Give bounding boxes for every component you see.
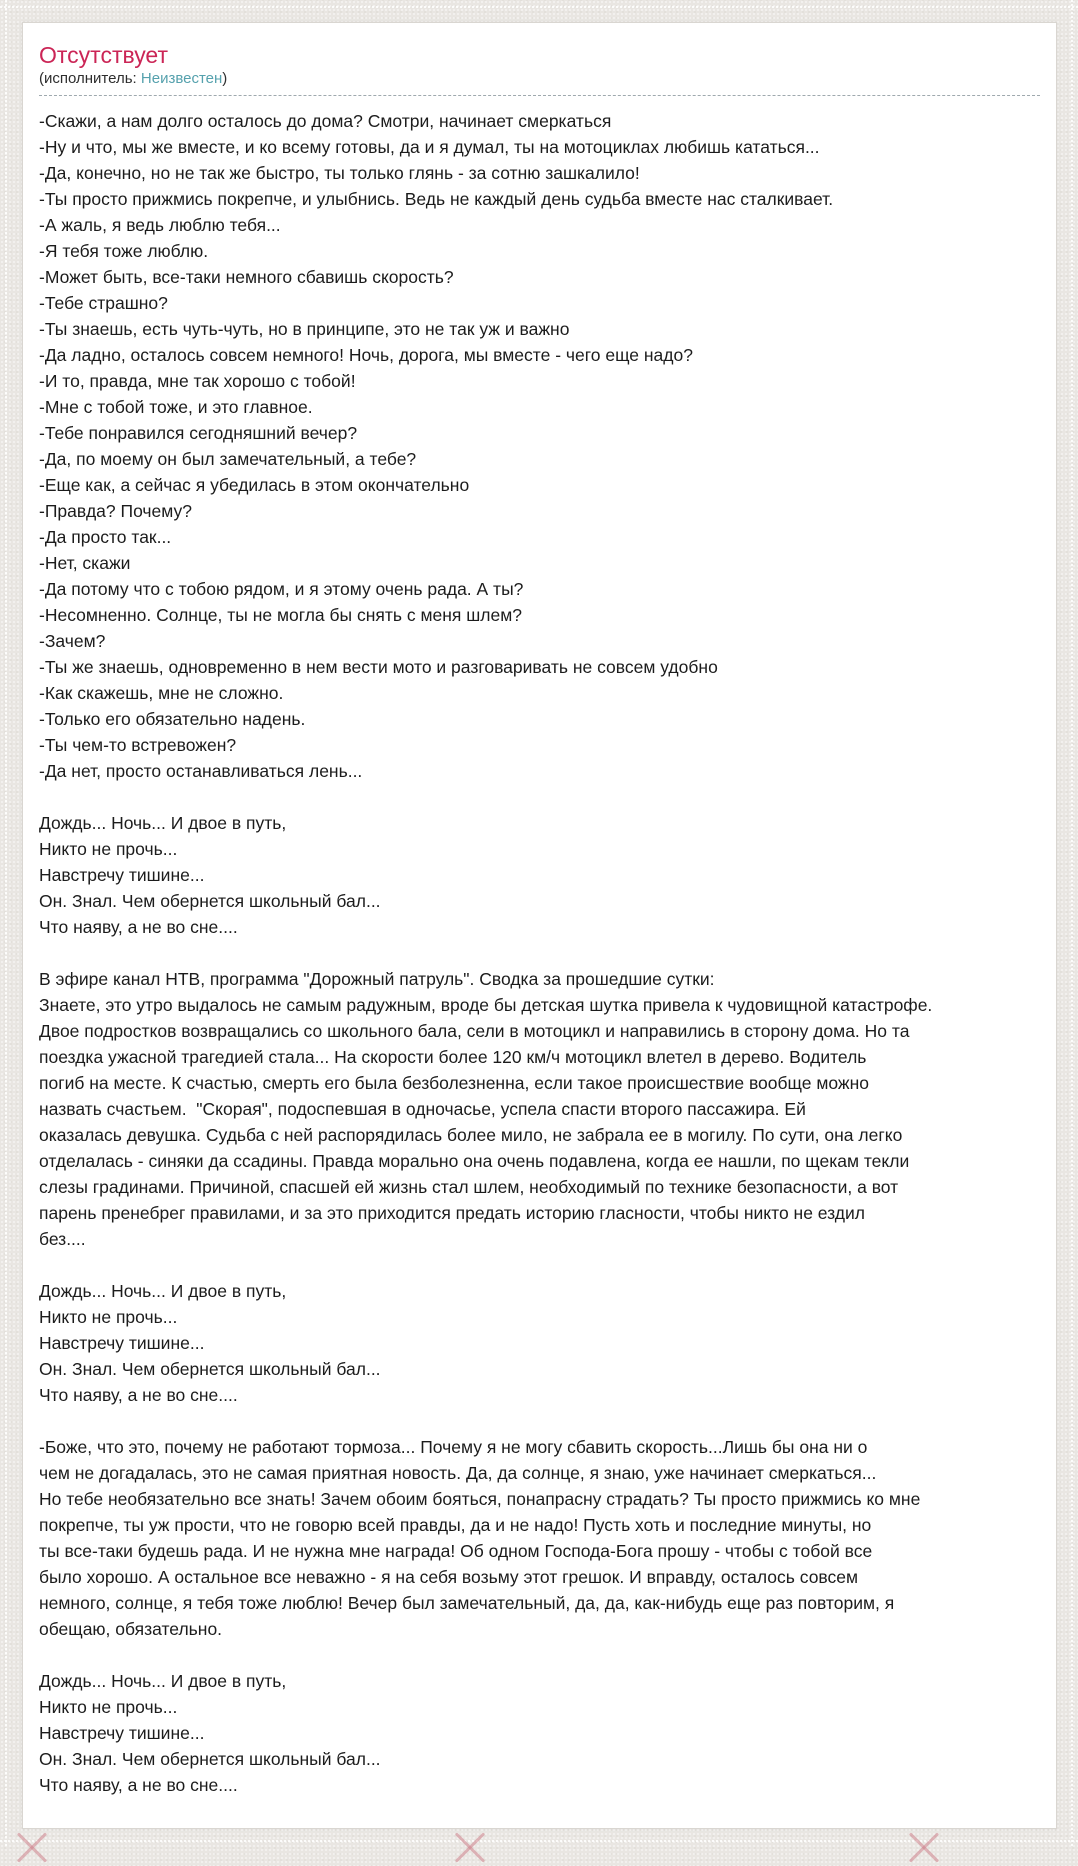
lyrics-line: Знаете, это утро выдалось не самым радужным, вроде бы детская шутка привела к чудовищной катастрофе. <box>39 995 933 1015</box>
lyrics-line: -Да ладно, осталось совсем немного! Ночь, дорога, мы вместе - чего еще надо? <box>39 345 693 365</box>
lyrics-line: Что наяву, а не во сне.... <box>39 1775 238 1795</box>
lyrics-line: -Нет, скажи <box>39 553 131 573</box>
lyrics-line: Что наяву, а не во сне.... <box>39 1385 238 1405</box>
lyrics-line: Дождь... Ночь... И двое в путь, <box>39 1671 287 1691</box>
lyrics-line: -Я тебя тоже люблю. <box>39 241 209 261</box>
lyrics-block <box>39 1434 1040 1642</box>
lyrics-line: -Может быть, все-таки немного сбавишь скорость? <box>39 267 454 287</box>
lyrics-line: -Тебе понравился сегодняшний вечер? <box>39 423 358 443</box>
lyrics-line: -Ну и что, мы же вместе, и ко всему готовы, да и я думал, ты на мотоциклах любишь кататься... <box>39 137 820 157</box>
lyrics-line: обещаю, обязательно. <box>39 1619 223 1639</box>
lyrics-line: -Только его обязательно надень. <box>39 709 306 729</box>
lyrics-line: поездка ужасной трагедией стала... На скорости более 120 км/ч мотоцикл влетел в дерево. Водитель <box>39 1047 867 1067</box>
lyrics-line: -Мне с тобой тоже, и это главное. <box>39 397 313 417</box>
lyrics-line: В эфире канал НТВ, программа "Дорожный патруль". Сводка за прошедшие сутки: <box>39 969 715 989</box>
artist-link[interactable]: Неизвестен <box>140 70 223 87</box>
lyrics-line: Он. Знал. Чем обернется школьный бал... <box>39 891 381 911</box>
lyrics-block <box>39 810 1040 940</box>
cross-stitch-icon <box>452 1830 488 1866</box>
lyrics-block <box>39 1278 1040 1408</box>
lyrics-line: -Скажи, а нам долго осталось до дома? Смотри, начинает смеркаться <box>39 111 612 131</box>
lyrics-line: Что наяву, а не во сне.... <box>39 917 238 937</box>
artist-label-close: ) <box>222 70 228 87</box>
lyrics-line: Навстречу тишине... <box>39 865 205 885</box>
lyrics-line: -Еще как, а сейчас я убедилась в этом окончательно <box>39 475 470 495</box>
lyrics-line: Двое подростков возвращались со школьного бала, сели в мотоцикл и направились в сторону дома. Но та <box>39 1021 910 1041</box>
lyrics-line: было хорошо. А остальное все неважно - я на себя возьму этот грешок. И вправду, осталось совсем <box>39 1567 859 1587</box>
lyrics-line: отделалась - синяки да ссадины. Правда морально она очень подавлена, когда ее нашли, по щекам текли <box>39 1151 910 1171</box>
lyrics-line: оказалась девушка. Судьба с ней распорядилась более мило, не забрала ее в могилу. По сути, она легко <box>39 1125 903 1145</box>
lyrics-line: ты все-таки будешь рада. И не нужна мне награда! Об одном Господа-Бога прошу - чтобы с тобой все <box>39 1541 873 1561</box>
lyrics-line: -Боже, что это, почему не работают тормоза... Почему я не могу сбавить скорость...Лишь бы она ни о <box>39 1437 868 1457</box>
lyrics-line: -Ты чем-то встревожен? <box>39 735 237 755</box>
song-title: Отсутствует <box>39 42 168 68</box>
lyrics-line: чем не догадалась, это не самая приятная новость. Да, да солнце, я знаю, уже начинает смеркаться... <box>39 1463 877 1483</box>
lyrics-line: -Ты знаешь, есть чуть-чуть, но в принципе, это не так уж и важно <box>39 319 570 339</box>
lyrics-line: слезы градинами. Причиной, спасшей ей жизнь стал шлем, необходимый по технике безопасности, а вот <box>39 1177 899 1197</box>
lyrics-line: -Зачем? <box>39 631 106 651</box>
lyrics-line: Он. Знал. Чем обернется школьный бал... <box>39 1359 381 1379</box>
lyrics <box>39 108 1040 1798</box>
lyrics-line: немного, солнце, я тебя тоже люблю! Вечер был замечательный, да, да, как-нибудь еще раз повторим, я <box>39 1593 895 1613</box>
background-seam-right <box>1071 0 1073 1846</box>
lyrics-line: -Да, по моему он был замечательный, а тебе? <box>39 449 417 469</box>
background-seam-top <box>0 6 1078 8</box>
lyrics-line: -И то, правда, мне так хорошо с тобой! <box>39 371 356 391</box>
lyrics-line: Никто не прочь... <box>39 1697 178 1717</box>
lyrics-line: назвать счастьем. "Скорая", подоспевшая в одночасье, успела спасти второго пассажира. Ей <box>39 1099 806 1119</box>
lyrics-line: -Как скажешь, мне не сложно. <box>39 683 284 703</box>
lyrics-line: Никто не прочь... <box>39 839 178 859</box>
background-seam-bottom <box>0 1840 1078 1842</box>
lyrics-line: без.... <box>39 1229 86 1249</box>
lyrics-block <box>39 966 1040 1252</box>
background-seam-left <box>5 0 7 1846</box>
lyrics-line: Он. Знал. Чем обернется школьный бал... <box>39 1749 381 1769</box>
lyrics-block <box>39 108 1040 784</box>
lyrics-card <box>22 22 1057 1829</box>
lyrics-line: -А жаль, я ведь люблю тебя... <box>39 215 281 235</box>
lyrics-line: -Ты просто прижмись покрепче, и улыбнись. Ведь не каждый день судьба вместе нас сталкивает. <box>39 189 834 209</box>
lyrics-line: -Несомненно. Солнце, ты не могла бы снять с меня шлем? <box>39 605 522 625</box>
lyrics-line: Дождь... Ночь... И двое в путь, <box>39 813 287 833</box>
cross-stitch-icon <box>906 1830 942 1866</box>
lyrics-line: -Да нет, просто останавливаться лень... <box>39 761 363 781</box>
lyrics-line: Навстречу тишине... <box>39 1333 205 1353</box>
artist-line <box>39 69 1040 96</box>
lyrics-block <box>39 1668 1040 1798</box>
lyrics-line: покрепче, ты уж прости, что не говорю всей правды, да и не надо! Пусть хоть и последние минуты, но <box>39 1515 872 1535</box>
artist-label: (исполнитель: <box>39 70 137 87</box>
lyrics-line: Никто не прочь... <box>39 1307 178 1327</box>
lyrics-line: парень пренебрег правилами, и за это приходится предать историю гласности, чтобы никто не ездил <box>39 1203 865 1223</box>
cross-stitch-icon <box>14 1830 50 1866</box>
lyrics-line: -Правда? Почему? <box>39 501 192 521</box>
lyrics-line: погиб на месте. К счастью, смерть его была безболезненна, если такое происшествие вообще можно <box>39 1073 870 1093</box>
lyrics-line: Но тебе необязательно все знать! Зачем обоим бояться, понапрасну страдать? Ты просто прижмись ко мне <box>39 1489 921 1509</box>
lyrics-line: Дождь... Ночь... И двое в путь, <box>39 1281 287 1301</box>
lyrics-line: -Да просто так... <box>39 527 172 547</box>
lyrics-line: -Да потому что с тобою рядом, и я этому очень рада. А ты? <box>39 579 524 599</box>
lyrics-line: -Да, конечно, но не так же быстро, ты только глянь - за сотню зашкалило! <box>39 163 640 183</box>
lyrics-line: Навстречу тишине... <box>39 1723 205 1743</box>
lyrics-line: -Ты же знаешь, одновременно в нем вести мото и разговаривать не совсем удобно <box>39 657 718 677</box>
lyrics-line: -Тебе страшно? <box>39 293 168 313</box>
